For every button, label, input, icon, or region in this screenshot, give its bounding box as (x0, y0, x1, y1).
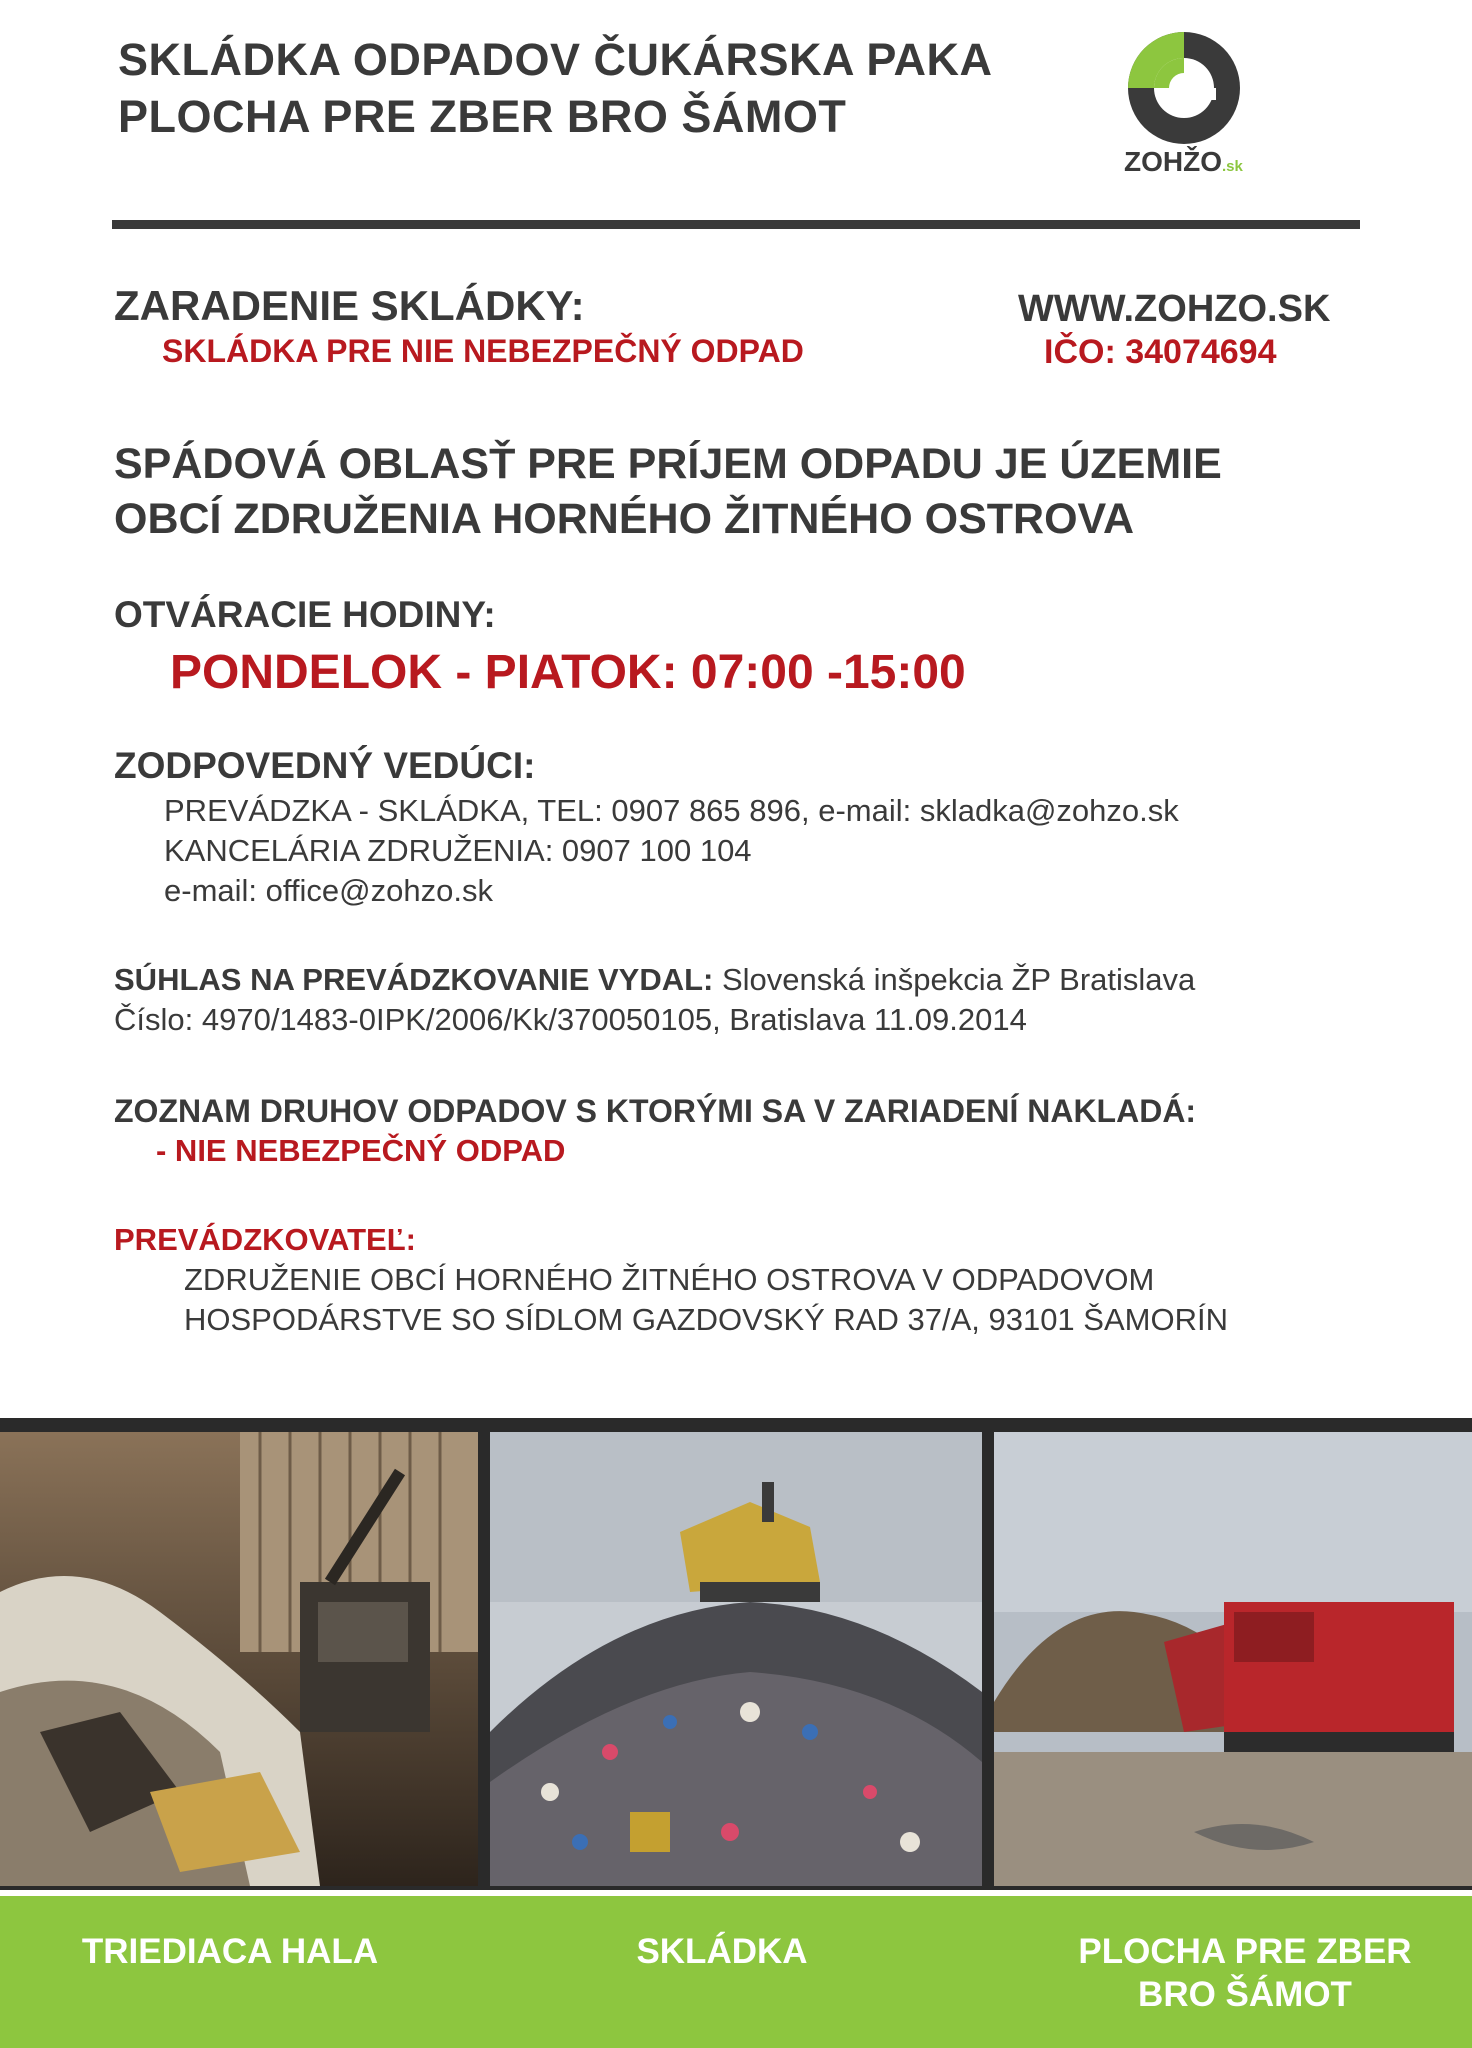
permit-number: Číslo: 4970/1483-0IPK/2006/Kk/370050105, Bratislava 11.09.2014 (114, 1002, 1027, 1037)
website-link[interactable]: WWW.ZOHZO.SK (1018, 288, 1331, 330)
catchment-line-1: SPÁDOVÁ OBLASŤ PRE PRÍJEM ODPADU JE ÚZEMIE (114, 440, 1222, 488)
responsible-line-3: e-mail: office@zohzo.sk (164, 873, 493, 908)
operator-label: PREVÁDZKOVATEĽ: (114, 1222, 416, 1257)
waste-types-label: ZOZNAM DRUHOV ODPADOV S KTORÝMI SA V ZARIADENÍ NAKLADÁ: (114, 1093, 1197, 1129)
header-divider (112, 220, 1360, 229)
logo-wordmark (1124, 146, 1243, 178)
logo-text: ZOHŽO (1124, 146, 1222, 177)
catchment-line-2: OBCÍ ZDRUŽENIA HORNÉHO ŽITNÉHO OSTROVA (114, 495, 1135, 543)
responsible-line-2: KANCELÁRIA ZDRUŽENIA: 0907 100 104 (164, 833, 752, 868)
opening-hours-label: OTVÁRACIE HODINY: (114, 594, 496, 635)
title-line-1: SKLÁDKA ODPADOV ČUKÁRSKA PAKA (118, 34, 993, 85)
responsible-label: ZODPOVEDNÝ VEDÚCI: (114, 745, 536, 786)
caption-landfill: SKLÁDKA (636, 1932, 808, 1971)
caption-bio-waste-line-2: BRO ŠÁMOT (1138, 1975, 1352, 2014)
sorting-hall-photo (0, 1432, 478, 1886)
waste-types-value: - NIE NEBEZPEČNÝ ODPAD (156, 1133, 566, 1168)
bio-waste-area-photo (994, 1432, 1472, 1886)
caption-bio-waste-area (1040, 1930, 1450, 2016)
classification-label: ZARADENIE SKLÁDKY: (114, 282, 585, 329)
opening-hours-value: PONDELOK - PIATOK: 07:00 -15:00 (170, 646, 966, 699)
company-id: IČO: 34074694 (1044, 333, 1277, 371)
responsible-line-1: PREVÁDZKA - SKLÁDKA, TEL: 0907 865 896, e-mail: skladka@zohzo.sk (164, 793, 1179, 828)
operator-line-1: ZDRUŽENIE OBCÍ HORNÉHO ŽITNÉHO OSTROVA V ODPADOVOM (184, 1262, 1155, 1297)
permit-issuer: Slovenská inšpekcia ŽP Bratislava (713, 962, 1196, 997)
title-line-2: PLOCHA PRE ZBER BRO ŠÁMOT (118, 91, 847, 142)
caption-bio-waste-line-1: PLOCHA PRE ZBER (1078, 1932, 1412, 1971)
logo-suffix: .sk (1222, 158, 1243, 175)
permit-line-1 (114, 962, 1195, 998)
permit-label: SÚHLAS NA PREVÁDZKOVANIE VYDAL: (114, 962, 714, 997)
operator-line-2: HOSPODÁRSTVE SO SÍDLOM GAZDOVSKÝ RAD 37/A, 93101 ŠAMORÍN (184, 1302, 1228, 1337)
landfill-photo (490, 1432, 982, 1886)
classification-value: SKLÁDKA PRE NIE NEBEZPEČNÝ ODPAD (162, 333, 804, 369)
caption-sorting-hall: TRIEDIACA HALA (81, 1932, 379, 1971)
